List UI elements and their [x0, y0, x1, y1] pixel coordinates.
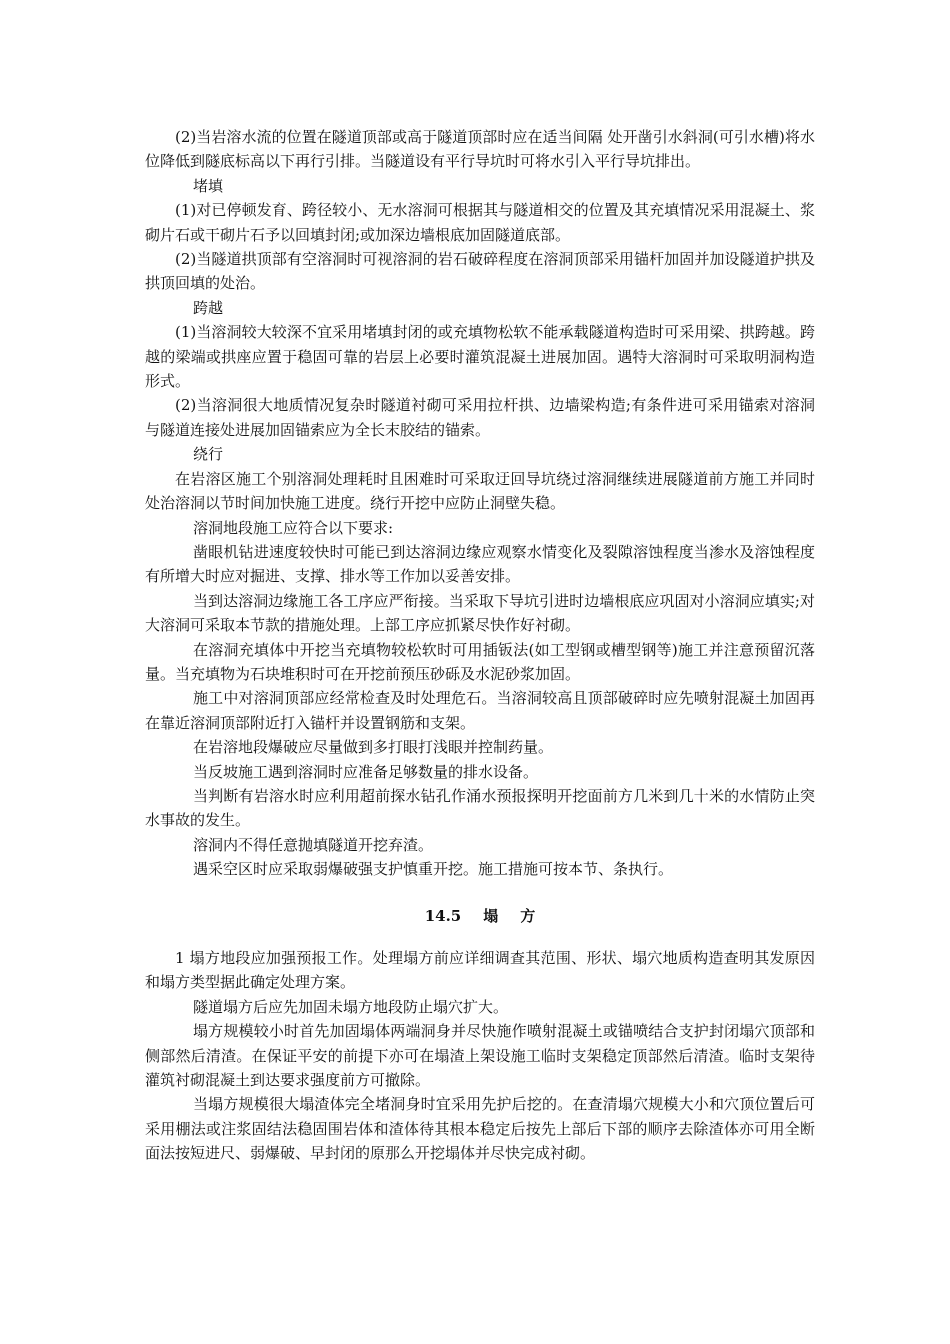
section-number: 14.5: [424, 906, 462, 925]
requirement-item: 在溶洞充填体中开挖当充填物较松软时可用插钣法(如工型钢或槽型钢等)施工并注意预留沉落量。当充填物为石块堆积时可在开挖前预压砂砾及水泥砂浆加固。: [145, 640, 815, 683]
requirement-item: 当判断有岩溶水时应利用超前探水钻孔作涌水预报探明开挖面前方几米到几十米的水情防止突水事故的发生。: [145, 786, 815, 830]
section-title-char-2: 方: [520, 906, 536, 925]
paragraph-fill-2: (2)当隧道拱顶部有空溶洞时可视溶洞的岩石破碎程度在溶洞顶部采用锚杆加固并加设隧道护拱及拱顶回填的处治。: [145, 250, 815, 293]
paragraph-fill-1: (1)对已停顿发育、跨径较小、无水溶洞可根据其与隧道相交的位置及其充填情况采用混凝土、浆砌片石或干砌片石予以回填封闭;或加深边墙根底加固隧道底部。: [145, 201, 815, 244]
requirement-item: 遇采空区时应采取弱爆破强支护慎重开挖。施工措施可按本节、条执行。: [193, 860, 674, 879]
paragraph-collapse-1: 1 塌方地段应加强预报工作。处理塌方前应详细调查其范围、形状、塌穴地质构造查明其发原因和塌方类型据此确定处理方案。: [145, 949, 815, 992]
paragraph-bypass: 在岩溶区施工个别溶洞处理耗时且困难时可采取迂回导坑绕过溶洞继续进展隧道前方施工并同时处治溶洞以节时间加快施工进度。绕行开挖中应防止洞壁失稳。: [145, 469, 815, 513]
requirement-item: 当到达溶洞边缘施工各工序应严衔接。当采取下导坑引进时边墙根底应巩固对小溶洞应填实;对大溶洞可采取本节款的措施处理。上部工序应抓紧尽快作好衬砌。: [145, 591, 815, 635]
requirement-item: 在岩溶地段爆破应尽量做到多打眼打浅眼并控制药量。: [193, 738, 554, 757]
requirement-item: 溶洞内不得任意抛填隧道开挖弃渣。: [193, 835, 434, 854]
document-page: [145, 125, 815, 1166]
paragraph-requirements-intro: 溶洞地段施工应符合以下要求:: [193, 518, 394, 537]
paragraph-collapse-2: 隧道塌方后应先加固未塌方地段防止塌穴扩大。: [193, 997, 509, 1016]
paragraph-collapse-3: 塌方规模较小时首先加固塌体两端洞身并尽快施作喷射混凝土或锚喷结合支护封闭塌穴顶部和侧部然后清渣。在保证平安的前提下亦可在塌渣上架设施工临时支架稳定顶部然后清渣。临时支架待灌筑衬砌混凝土到达要求强度前方可撤除。: [145, 1022, 815, 1090]
requirement-item: 施工中对溶洞顶部应经常检查及时处理危石。当溶洞较高且顶部破碎时应先喷射混凝土加固再在靠近溶洞顶部附近打入锚杆并设置钢筋和支架。: [145, 689, 815, 732]
paragraph-span-1: (1)当溶洞较大较深不宜采用堵填封闭的或充填物松软不能承载隧道构造时可采用梁、拱跨越。跨越的梁端或拱座应置于稳固可靠的岩层上必要时灌筑混凝土进展加固。遇特大溶洞时可采取明洞构造形式。: [145, 323, 815, 391]
section-heading: [145, 904, 815, 928]
paragraph-drainage: (2)当岩溶水流的位置在隧道顶部或高于隧道顶部时应在适当间隔 处开凿引水斜洞(可引水槽)将水位降低到隧底标高以下再行引排。当隧道设有平行导坑时可将水引入平行导坑排出。: [145, 128, 815, 171]
requirement-item: 当反坡施工遇到溶洞时应准备足够数量的排水设备。: [193, 762, 539, 781]
section-title-char-1: 塌: [483, 906, 499, 925]
paragraph-span-2: (2)当溶洞很大地质情况复杂时隧道衬砌可采用拉杆拱、边墙梁构造;有条件进可采用锚索对溶洞与隧道连接处进展加固锚索应为全长末胶结的锚索。: [145, 396, 815, 439]
requirement-item: 凿眼机钻进速度较快时可能已到达溶洞边缘应观察水情变化及裂隙溶蚀程度当渗水及溶蚀程度有所增大时应对掘进、支撑、排水等工作加以妥善安排。: [145, 542, 815, 586]
heading-span: 跨越: [193, 298, 224, 317]
heading-fill: 堵填: [193, 176, 224, 195]
heading-bypass: 绕行: [193, 445, 224, 464]
paragraph-collapse-4: 当塌方规模很大塌渣体完全堵洞身时宜采用先护后挖的。在查清塌穴规模大小和穴顶位置后可采用棚法或注浆固结法稳固围岩体和渣体待其根本稳定后按先上部后下部的顺序去除渣体亦可用全断面法按短进尺、弱爆破、早封闭的原那么开挖塌体并尽快完成衬砌。: [145, 1095, 815, 1163]
